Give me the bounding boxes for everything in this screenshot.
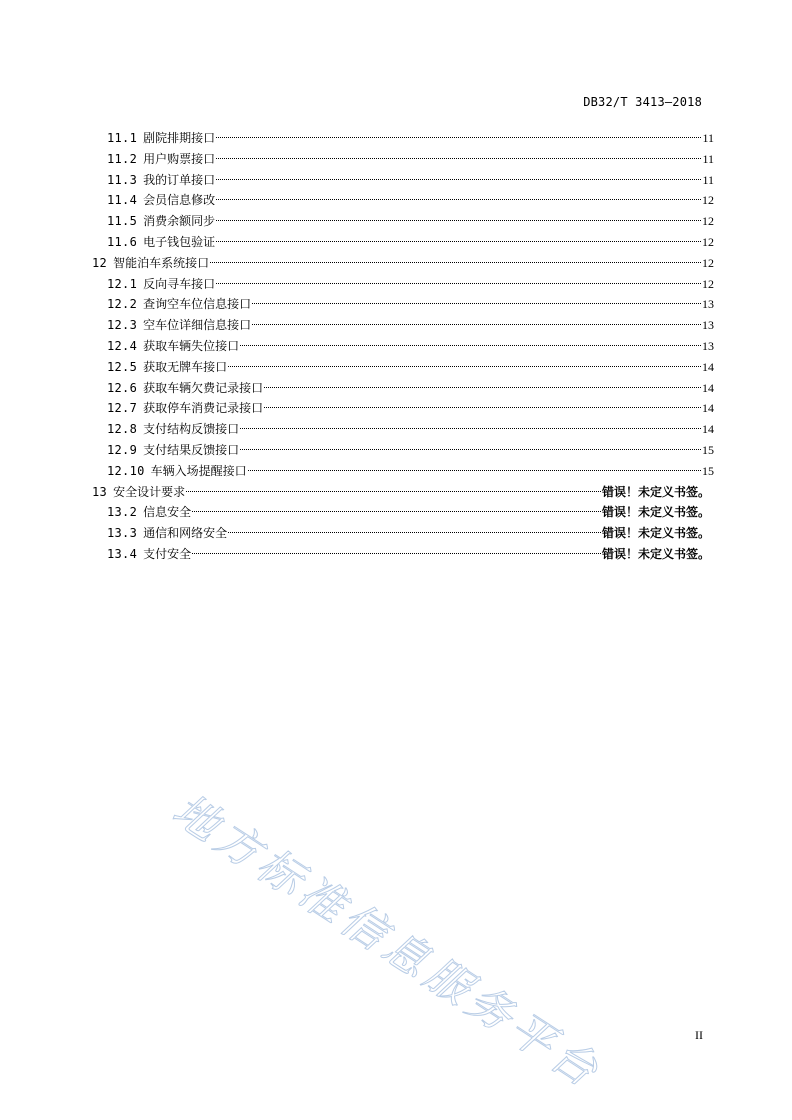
toc-entry-page: 14 — [702, 359, 714, 374]
toc-entry-number: 11.6 — [107, 235, 138, 249]
toc-entry-title: 消费余额同步 — [143, 214, 216, 229]
toc-entry-page: 12 — [702, 193, 714, 208]
toc-entry-page: 12 — [702, 214, 714, 229]
toc-entry-page: 错误！未定义书签。 — [601, 505, 710, 520]
toc-leader-dots — [186, 491, 601, 492]
toc-entry-title: 支付结构反馈接口 — [143, 422, 240, 437]
toc-entry-title: 查询空车位信息接口 — [143, 297, 252, 312]
toc-entry-number: 12 — [92, 255, 108, 270]
toc-entry-page: 15 — [702, 463, 714, 478]
toc-entry-title: 我的订单接口 — [143, 172, 216, 187]
toc-entry-number: 13.2 — [107, 505, 138, 520]
toc-entry-page: 13 — [702, 297, 714, 312]
toc-leader-dots — [240, 449, 701, 450]
toc-entry-number: 12.10 — [107, 463, 145, 478]
toc-entry-title: 获取停车消费记录接口 — [143, 401, 264, 416]
toc-leader-dots — [248, 470, 701, 471]
toc-leader-dots — [240, 428, 701, 429]
toc-entry-page: 12 — [702, 235, 714, 249]
toc-entry[interactable] — [107, 544, 710, 564]
toc-entry-page: 13 — [702, 339, 714, 353]
toc-entry-number: 12.1 — [107, 276, 138, 291]
toc-entry-title: 会员信息修改 — [143, 193, 216, 208]
toc-entry-number: 11.3 — [107, 172, 138, 187]
toc-entry-number: 13.4 — [107, 547, 138, 561]
toc-leader-dots — [216, 179, 701, 180]
document-id-header: DB32/T 3413—2018 — [583, 95, 702, 109]
toc-entry-number: 12.4 — [107, 339, 138, 353]
toc-entry-page: 13 — [702, 318, 714, 333]
toc-entry[interactable] — [107, 336, 714, 356]
toc-leader-dots — [252, 324, 701, 325]
toc-leader-dots — [216, 199, 701, 200]
toc-entry-page: 错误！未定义书签。 — [601, 526, 710, 541]
toc-entry[interactable] — [107, 211, 714, 231]
toc-entry-title: 获取车辆欠费记录接口 — [143, 380, 264, 395]
toc-entry-number: 12.6 — [107, 380, 138, 395]
toc-entry[interactable] — [107, 294, 714, 314]
toc-entry-page: 12 — [702, 276, 714, 291]
toc-entry-number: 11.1 — [107, 131, 138, 145]
toc-entry[interactable] — [107, 190, 714, 210]
toc-entry-title: 空车位详细信息接口 — [143, 318, 252, 333]
toc-entry-page: 15 — [702, 443, 714, 457]
toc-entry-title: 获取无牌车接口 — [143, 359, 228, 374]
toc-leader-dots — [264, 407, 701, 408]
toc-entry-title: 智能泊车系统接口 — [113, 255, 210, 270]
toc-entry-title: 获取车辆失位接口 — [143, 339, 240, 353]
toc-leader-dots — [216, 220, 701, 221]
toc-entry[interactable] — [107, 419, 714, 439]
toc-entry-page: 错误！未定义书签。 — [601, 484, 710, 499]
toc-entry[interactable] — [107, 149, 714, 169]
toc-entry-number: 11.2 — [107, 151, 138, 166]
toc-entry-page: 错误！未定义书签。 — [601, 547, 710, 561]
toc-entry-page: 14 — [702, 380, 714, 395]
toc-leader-dots — [228, 366, 701, 367]
toc-entry-page: 11 — [702, 131, 714, 145]
toc-leader-dots — [216, 241, 701, 242]
toc-leader-dots — [192, 511, 601, 512]
toc-entry-number: 11.5 — [107, 214, 138, 229]
toc-entry-page: 11 — [702, 172, 714, 187]
toc-entry-number: 12.3 — [107, 318, 138, 333]
toc-entry-number: 11.4 — [107, 193, 138, 208]
toc-entry-page: 14 — [702, 422, 714, 437]
toc-leader-dots — [192, 553, 601, 554]
toc-entry[interactable] — [107, 523, 710, 543]
toc-entry[interactable] — [107, 440, 714, 460]
toc-entry-number: 12.8 — [107, 422, 138, 437]
toc-leader-dots — [216, 137, 701, 138]
toc-entry[interactable] — [92, 482, 710, 502]
page-number: II — [695, 1028, 703, 1042]
toc-entry-page: 12 — [702, 255, 714, 270]
toc-entry[interactable] — [107, 398, 714, 418]
toc-entry[interactable] — [107, 357, 714, 377]
toc-entry[interactable] — [107, 170, 714, 190]
toc-entry-title: 安全设计要求 — [113, 484, 186, 499]
toc-entry-number: 12.7 — [107, 401, 138, 416]
toc-entry[interactable] — [107, 128, 714, 148]
toc-entry-number: 12.5 — [107, 359, 138, 374]
toc-entry-title: 支付结果反馈接口 — [143, 443, 240, 457]
toc-entry-title: 用户购票接口 — [143, 151, 216, 166]
toc-entry-title: 电子钱包验证 — [143, 235, 216, 249]
toc-entry-number: 12.2 — [107, 297, 138, 312]
toc-entry[interactable] — [107, 502, 710, 522]
toc-entry-number: 13 — [92, 484, 108, 499]
toc-leader-dots — [240, 345, 701, 346]
toc-leader-dots — [264, 387, 701, 388]
toc-entry-title: 支付安全 — [143, 547, 192, 561]
toc-entry[interactable] — [107, 461, 714, 481]
toc-entry[interactable] — [107, 378, 714, 398]
toc-entry[interactable] — [92, 253, 714, 273]
toc-leader-dots — [210, 262, 701, 263]
toc-entry-title: 信息安全 — [143, 505, 192, 520]
toc-entry[interactable] — [107, 315, 714, 335]
toc-entry-title: 通信和网络安全 — [143, 526, 228, 541]
toc-entry[interactable] — [107, 232, 714, 252]
toc-entry-page: 11 — [702, 151, 714, 166]
toc-entry[interactable] — [107, 274, 714, 294]
toc-leader-dots — [216, 158, 701, 159]
watermark: 地方标准信息服务平台 — [163, 784, 611, 1100]
toc-entry-number: 12.9 — [107, 443, 138, 457]
toc-leader-dots — [216, 283, 701, 284]
toc-leader-dots — [228, 532, 601, 533]
toc-entry-title: 剧院排期接口 — [143, 131, 216, 145]
toc-entry-title: 车辆入场提醒接口 — [150, 463, 247, 478]
toc-entry-number: 13.3 — [107, 526, 138, 541]
toc-entry-page: 14 — [702, 401, 714, 416]
toc-entry-title: 反向寻车接口 — [143, 276, 216, 291]
toc-leader-dots — [252, 303, 701, 304]
